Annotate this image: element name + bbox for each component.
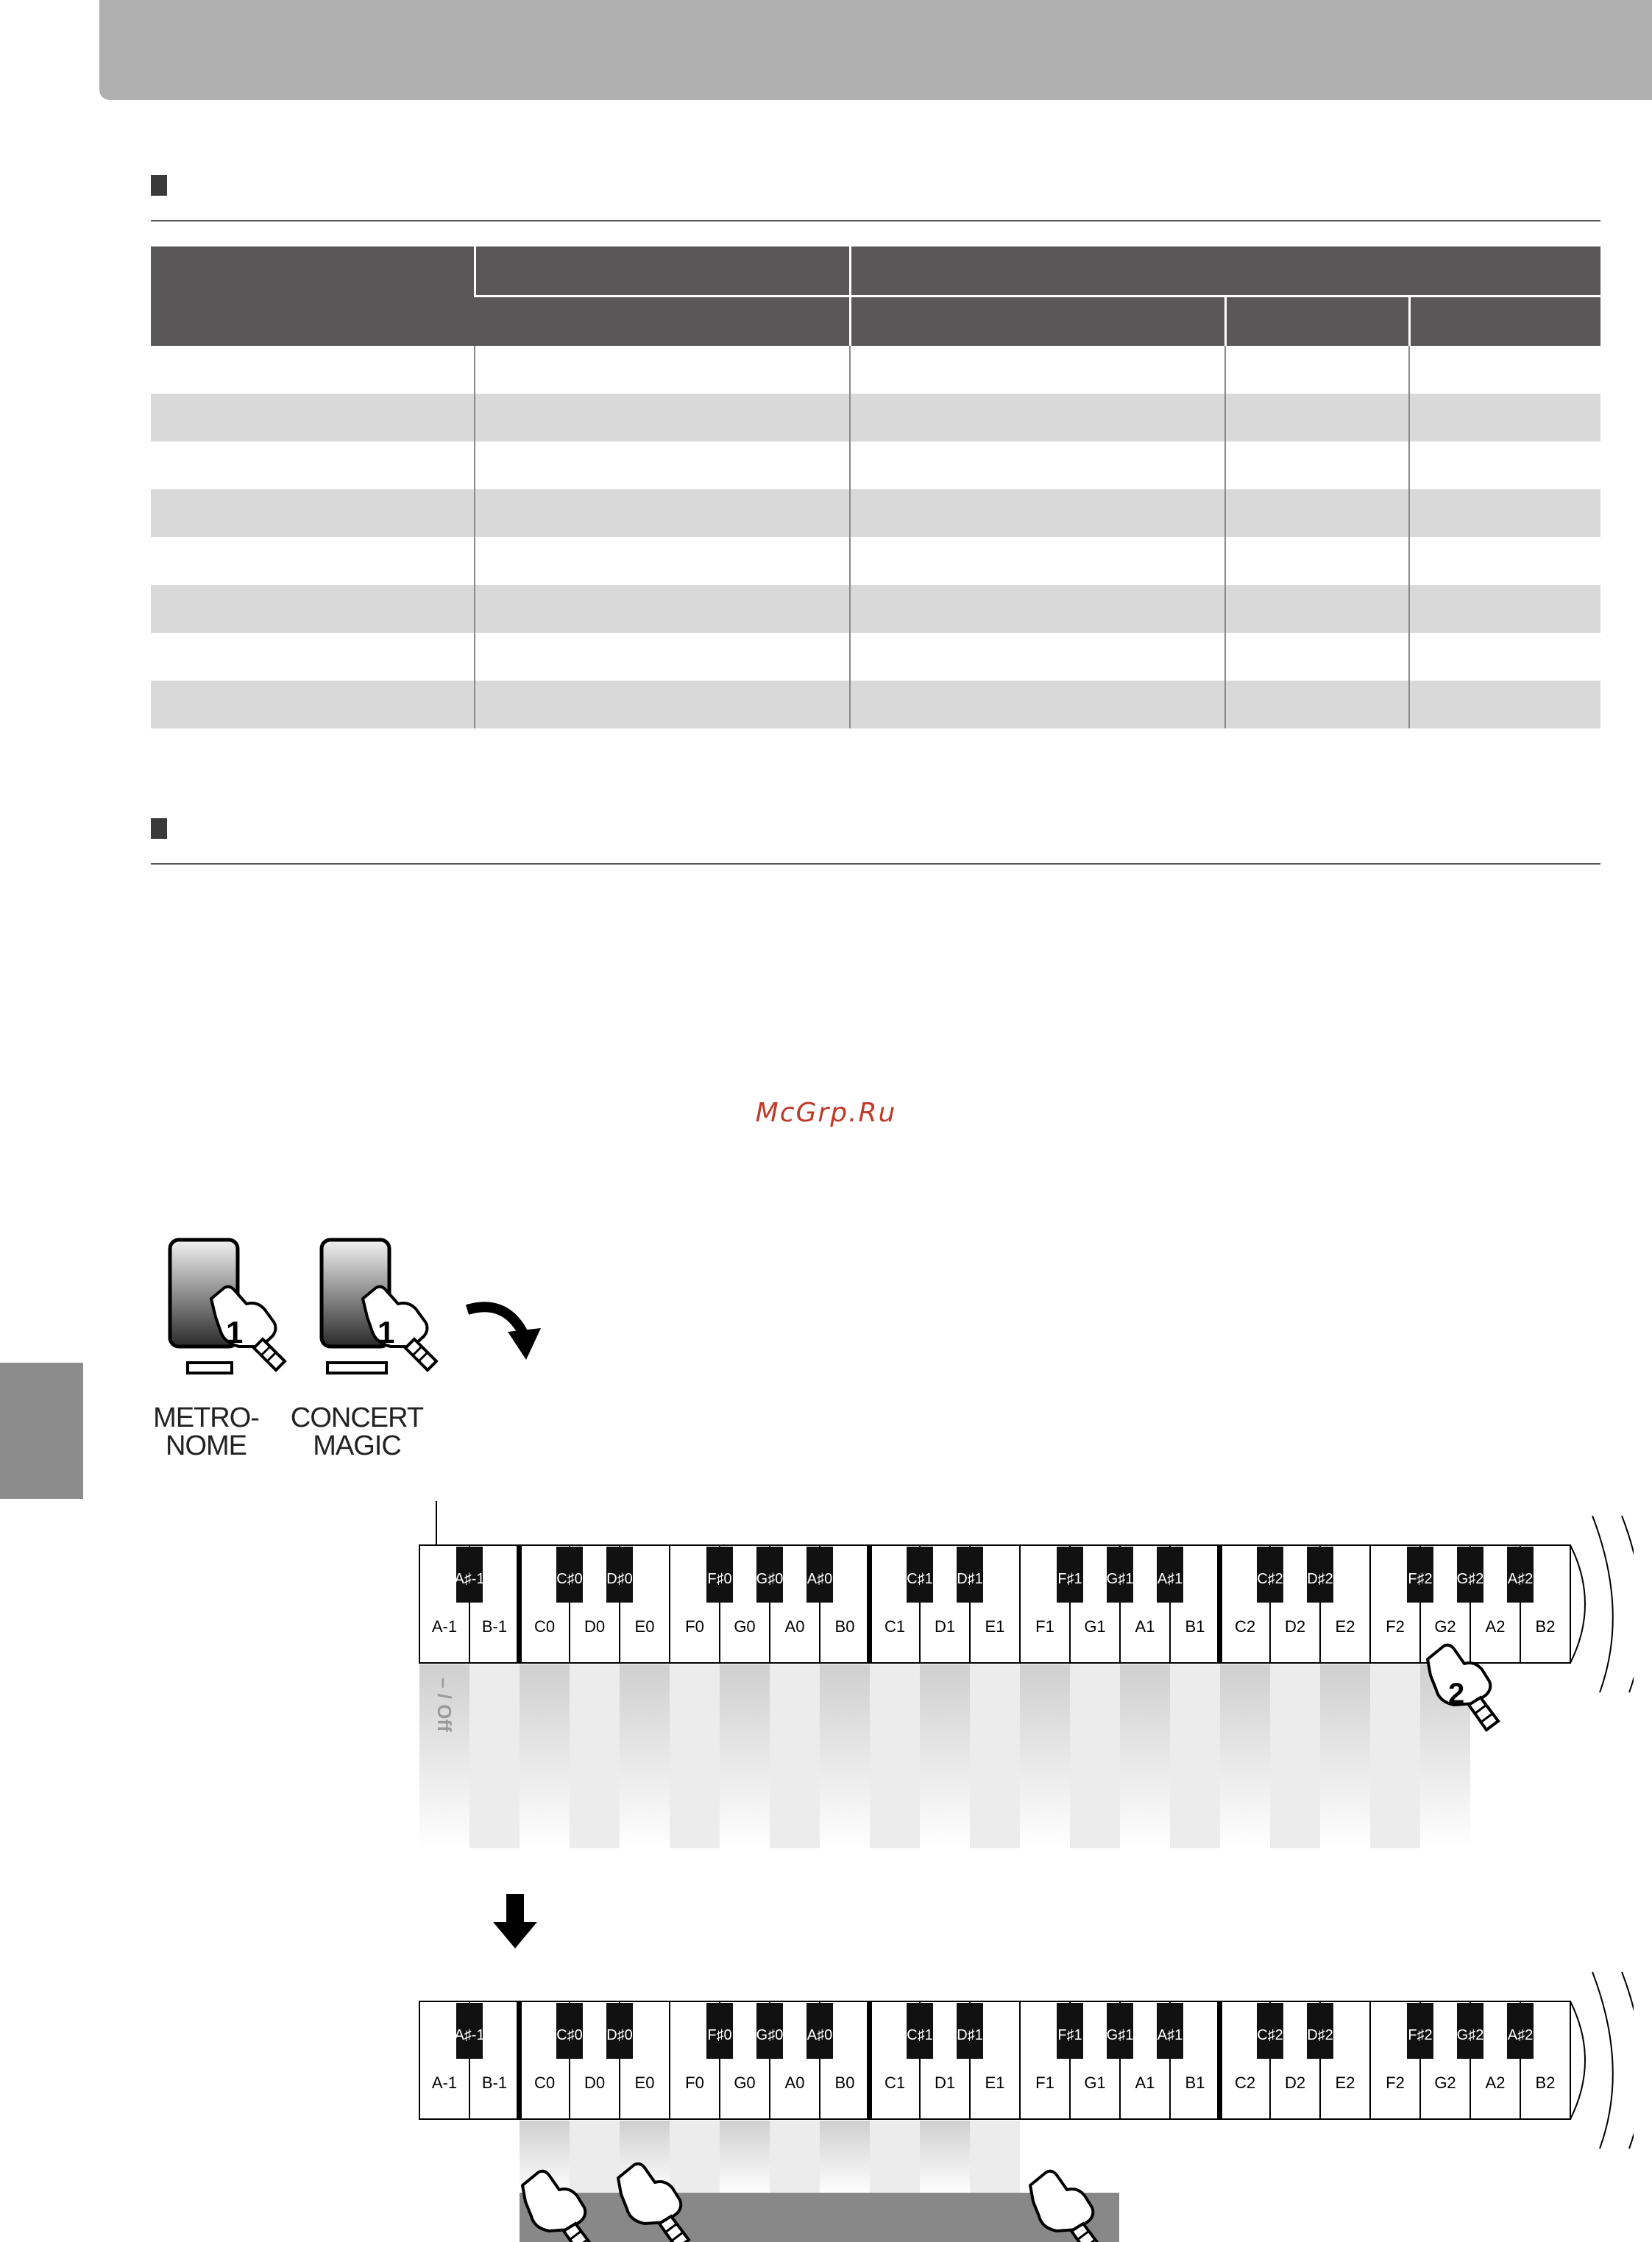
black-key-label: A♯1 <box>1157 2027 1183 2043</box>
section-rule <box>151 220 1600 221</box>
white-key-label: E1 <box>985 2074 1005 2092</box>
key-shade-column <box>820 1664 870 1848</box>
key-shade-column <box>1020 1664 1070 1848</box>
curved-arrow-icon <box>467 1307 541 1360</box>
white-key-label: E0 <box>634 1617 655 1636</box>
black-key-label: A♯2 <box>1507 1571 1534 1587</box>
section-marker <box>151 818 167 839</box>
table-row <box>151 537 1600 585</box>
table-row <box>151 441 1600 489</box>
white-key-label: A1 <box>1135 1617 1155 1636</box>
table-row <box>151 585 1600 633</box>
white-key-label: A0 <box>784 1617 805 1636</box>
black-key-label: G♯0 <box>756 1571 784 1587</box>
white-key-label: G1 <box>1084 1617 1106 1636</box>
black-key-label: C♯0 <box>556 2027 583 2043</box>
key-shade-column <box>770 2121 820 2194</box>
page-header-bar <box>99 0 1652 100</box>
keyboard-diagram-bottom <box>412 1913 1634 2242</box>
key-shade-column <box>570 2121 620 2194</box>
black-key-label: A♯1 <box>1157 1571 1183 1587</box>
panel-buttons-illustration <box>143 1236 556 1405</box>
key-shade-column <box>920 2121 970 2194</box>
white-key-label: D1 <box>934 1617 956 1636</box>
key-shade-column <box>720 2121 770 2194</box>
pointing-hand-icon <box>363 1287 436 1370</box>
section-rule <box>151 863 1600 865</box>
black-key-label: C♯1 <box>907 1571 933 1587</box>
pointing-hand-icon <box>211 1287 285 1370</box>
key-shade-column <box>670 2121 720 2194</box>
black-key-label: A♯-1 <box>454 2027 485 2043</box>
key-shade-column <box>870 2121 920 2194</box>
black-key-label: D♯0 <box>606 2027 633 2043</box>
metronome-label: METRO- NOME <box>153 1402 259 1461</box>
white-key-label: D2 <box>1284 1617 1306 1636</box>
white-key-label: F2 <box>1386 1617 1405 1636</box>
black-key-label: G♯1 <box>1106 1571 1134 1587</box>
white-key-label: F1 <box>1035 1617 1054 1636</box>
range-bar <box>520 2193 1119 2242</box>
black-key-label: A♯0 <box>806 2027 833 2043</box>
table-subheader-cell <box>850 297 1225 347</box>
key-shade-column <box>670 1664 720 1848</box>
table-row <box>151 633 1600 681</box>
key-shade-column <box>970 1664 1020 1848</box>
white-key-label: B1 <box>1185 1617 1205 1636</box>
white-key-label: D1 <box>934 2074 956 2092</box>
table-row <box>151 489 1600 537</box>
key-shade-column <box>970 2121 1020 2194</box>
black-key-label: G♯1 <box>1106 2027 1134 2043</box>
table-row <box>151 681 1600 728</box>
black-key-label: G♯2 <box>1456 1571 1484 1587</box>
white-key-label: F1 <box>1035 2074 1054 2092</box>
white-key-label: B2 <box>1535 1617 1556 1636</box>
keyboard-diagram-top <box>412 1501 1634 1862</box>
table-subheader-cell <box>1225 297 1409 347</box>
white-key-label: G2 <box>1434 1617 1456 1636</box>
key-shade-column <box>520 1664 570 1848</box>
key-shade-column <box>570 1664 620 1848</box>
black-key-label: G♯2 <box>1456 2027 1484 2043</box>
black-key-label: D♯1 <box>957 1571 983 1587</box>
key-shade-column <box>1170 1664 1220 1848</box>
key-shade-column <box>1120 1664 1170 1848</box>
black-key-label: F♯1 <box>1057 2027 1082 2043</box>
white-key-label: A1 <box>1135 2074 1155 2092</box>
black-key-label: D♯2 <box>1307 1571 1333 1587</box>
key-shade-column <box>469 1664 520 1848</box>
white-key-label: E2 <box>1335 1617 1355 1636</box>
black-key-label: D♯1 <box>957 2027 983 2043</box>
black-key-label: C♯0 <box>556 1571 583 1587</box>
white-key-label: C0 <box>533 1617 556 1636</box>
black-key-label: C♯1 <box>907 2027 933 2043</box>
key-shade-column <box>770 1664 820 1848</box>
key-shade-column <box>1370 1664 1420 1848</box>
black-key-label: D♯0 <box>606 1571 633 1587</box>
key-shade-column <box>920 1664 970 1848</box>
black-key-label: F♯0 <box>707 2027 732 2043</box>
table-header-cell <box>850 246 1600 297</box>
white-key-label: C1 <box>884 1617 906 1636</box>
black-key-label: G♯0 <box>756 2027 784 2043</box>
spec-table <box>151 246 1600 728</box>
down-arrow-icon <box>492 1892 539 1951</box>
white-key-label: E1 <box>985 1617 1005 1636</box>
white-key-label: C0 <box>533 2074 556 2092</box>
white-key-label: D2 <box>1284 2074 1306 2092</box>
black-key-label: F♯1 <box>1057 1571 1082 1587</box>
black-key-label: F♯2 <box>1408 2027 1433 2043</box>
black-key-label: C♯2 <box>1257 2027 1283 2043</box>
white-key-label: A2 <box>1485 1617 1506 1636</box>
white-key-label: G0 <box>734 1617 756 1636</box>
white-key-label: G0 <box>734 2074 756 2092</box>
key-shade-column <box>1320 1664 1370 1848</box>
key-shade-column <box>1270 1664 1320 1848</box>
concert-magic-label: CONCERT MAGIC <box>290 1402 424 1461</box>
key-shade-column <box>870 1664 920 1848</box>
white-key-label: C2 <box>1234 2074 1256 2092</box>
key-shade-column <box>1220 1664 1270 1848</box>
black-key-label: A♯-1 <box>454 1571 485 1587</box>
key-shade-column <box>1070 1664 1120 1848</box>
key-shade-column <box>820 2121 870 2194</box>
white-key-label: F0 <box>685 2074 704 2092</box>
section-marker <box>151 175 167 196</box>
watermark: McGrp.Ru <box>755 1098 897 1128</box>
off-label: – / Off <box>433 1678 455 1732</box>
table-header-cell <box>475 246 850 297</box>
black-key-label: D♯2 <box>1307 2027 1333 2043</box>
white-key-label: D0 <box>584 1617 606 1636</box>
white-key-label: F0 <box>685 1617 704 1636</box>
table-subheader-cell <box>475 297 850 347</box>
black-key-label: A♯2 <box>1507 2027 1534 2043</box>
step-number: 1 <box>377 1315 395 1349</box>
white-key-label: B0 <box>834 2074 855 2092</box>
white-key-label: C2 <box>1234 1617 1256 1636</box>
white-key-label: C1 <box>884 2074 906 2092</box>
table-row <box>151 394 1600 441</box>
black-key-label: A♯0 <box>806 1571 833 1587</box>
white-key-label: A0 <box>784 2074 805 2092</box>
white-key-label: G1 <box>1084 2074 1106 2092</box>
white-key-label: E2 <box>1335 2074 1355 2092</box>
white-key-label: B-1 <box>481 2074 508 2092</box>
white-key-label: G2 <box>1434 2074 1456 2092</box>
white-key-label: B0 <box>834 1617 855 1636</box>
white-key-label: B-1 <box>481 1617 508 1636</box>
white-key-label: E0 <box>634 2074 655 2092</box>
white-key-label: B2 <box>1535 2074 1556 2092</box>
step-number: 1 <box>226 1315 244 1349</box>
key-shade-column <box>720 1664 770 1848</box>
white-key-label: A2 <box>1485 2074 1506 2092</box>
white-key-label: A-1 <box>431 1617 458 1636</box>
step-number: 2 <box>1448 1678 1465 1710</box>
table-header-cell <box>151 246 475 346</box>
black-key-label: F♯0 <box>707 1571 732 1587</box>
chapter-side-tab <box>0 1363 83 1499</box>
table-subheader-cell <box>1409 297 1600 347</box>
key-shade-column <box>620 1664 670 1848</box>
black-key-label: C♯2 <box>1257 1571 1283 1587</box>
table-row <box>151 346 1600 394</box>
white-key-label: F2 <box>1386 2074 1405 2092</box>
white-key-label: A-1 <box>431 2074 458 2092</box>
black-key-label: F♯2 <box>1408 1571 1433 1587</box>
white-key-label: D0 <box>584 2074 606 2092</box>
white-key-label: B1 <box>1185 2074 1205 2092</box>
